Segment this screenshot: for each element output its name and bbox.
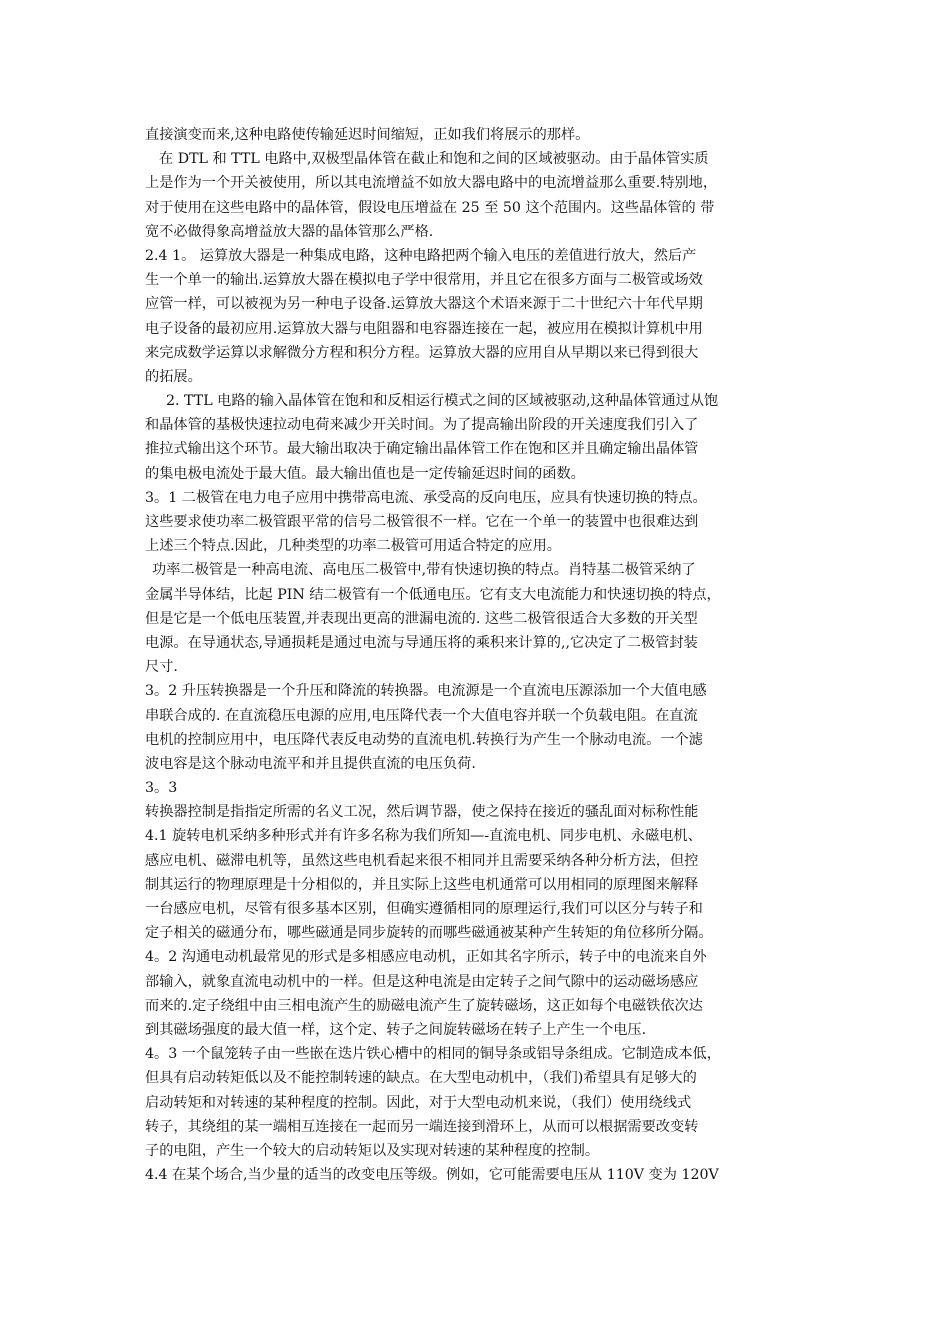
text-line: 来完成数学运算以求解微分方程和积分方程。运算放大器的应用自从早期以来已得到很大 [145,344,699,361]
text-line: 功率二极管是一种高电流、高电压二极管中,带有快速切换的特点。肖特基二极管采纳了 [152,562,696,579]
text-line: 4.1 旋转电机采纳多种形式并有许多名称为我们所知—-直流电机、同步电机、永磁电机、 [145,828,702,845]
text-line: 转换器控制是指指定所需的名义工况，然后调节器，使之保持在接近的骚乱面对标称性能 [145,804,699,821]
text-line: 推拉式输出这个环节。最大输出取决于确定输出晶体管工作在饱和区并且确定输出晶体管 [145,441,699,458]
text-line: 制其运行的物理原理是十分相似的，并且实际上这些电机通常可以用相同的原理图来解释 [145,876,699,893]
document-body [145,123,807,1187]
text-line: 但具有启动转矩低以及不能控制转速的缺点。在大型电动机中，（我们)希望具有足够大的 [145,1070,697,1087]
text-line: 和晶体管的基极快速拉动电荷来减少开关时间。为了提高输出阶段的开关速度我们引入了 [145,417,699,434]
text-line: 4.4 在某个场合,当少量的适当的改变电压等级。例如，它可能需要电压从 110V 变为 120V [145,1167,719,1184]
text-line: 生一个单一的输出.运算放大器在模拟电子学中很常用，并且它在很多方面与二极管或场效 [145,272,703,289]
text-line: 串联合成的. 在直流稳压电源的应用,电压降代表一个大值电容并联一个负载电阻。在直流 [145,707,698,724]
text-line: 电机的控制应用中，电压降代表反电动势的直流电机.转换行为产生一个脉动电流。一个滤 [145,731,703,748]
text-line: 对于使用在这些电路中的晶体管，假设电压增益在 25 至 50 这个范围内。这些晶体管的 带 [145,199,715,216]
text-line: 定子相关的磁通分布，哪些磁通是同步旋转的而哪些磁通被某种产生转矩的角位移所分隔。 [145,925,713,942]
text-line: 2. TTL 电路的输入晶体管在饱和和反相运行模式之间的区域被驱动,这种晶体管通过从饱 [166,393,719,410]
text-line: 上述三个特点.因此，几种类型的功率二极管可用适合特定的应用。 [145,538,561,555]
text-line: 部输入，就象直流电动机中的一样。但是这种电流是由定转子之间气隙中的运动磁场感应 [145,973,699,990]
text-line: 3。1 二极管在电力电子应用中携带高电流、承受高的反向电压，应具有快速切换的特点。 [145,489,707,506]
text-line: 直接演变而来,这种电路使传输延迟时间缩短，正如我们将展示的那样。 [145,127,590,143]
text-line: 的集电极电流处于最大值。最大输出值也是一定传输延迟时间的函数。 [145,465,585,482]
text-line: 电子设备的最初应用.运算放大器与电阻器和电容器连接在一起，被应用在模拟计算机中用 [145,320,703,337]
text-line: 转子，其绕组的某一端相互连接在一起而另一端连接到滑环上，从而可以根据需要改变转 [145,1118,699,1135]
text-line: 尺寸. [145,659,178,676]
text-line: 电源。在导通状态,导通损耗是通过电流与导通压将的乘积来计算的,,它决定了二极管封装 [145,634,698,651]
text-line: 3。3 [145,780,178,797]
text-line: 金属半导体结，比起 PIN 结二极管有一个低通电压。它有支大电流能力和快速切换的特点， [145,586,721,603]
text-line: 这些要求使功率二极管跟平常的信号二极管很不一样。它在一个单一的装置中也很难达到 [145,514,699,530]
text-line: 的拓展。 [145,368,202,385]
text-line: 2.4 1。 运算放大器是一种集成电路，这种电路把两个输入电压的差值进行放大，然后产 [145,247,697,264]
text-line: 子的电阻，产生一个较大的启动转矩以及实现对转速的某种程度的控制。 [145,1142,600,1159]
text-line: 感应电机、磁滞电机等，虽然这些电机看起来很不相同并且需要采纳各种分析方法，但控 [145,852,699,869]
text-line: 4。3 一个鼠笼转子由一些嵌在迭片铁心槽中的相同的铜导条或铝导条组成。它制造成本低， [145,1046,721,1063]
text-line: 启动转矩和对转速的某种程度的控制。因此，对于大型电动机来说，（我们）使用绕线式 [145,1094,692,1111]
text-line: 一台感应电机，尽管有很多基本区别，但确实遵循相同的原理运行,我们可以区分与转子和 [145,901,703,917]
text-line: 波电容是这个脉动电流平和并且提供直流的电压负荷. [145,755,476,772]
text-line: 4。2 沟通电动机最常见的形式是多相感应电动机，正如其名字所示，转子中的电流来自外 [145,949,707,966]
text-line: 宽不必做得象高增益放大器的晶体管那么严格. [145,223,434,240]
text-line: 上是作为一个开关被使用，所以其电流增益不如放大器电路中的电流增益那么重要.特别地， [145,175,718,192]
text-line: 在 DTL 和 TTL 电路中,双极型晶体管在截止和饱和之间的区域被驱动。由于晶体管实质 [159,151,709,168]
text-line: 而来的.定子绕组中由三相电流产生的励磁电流产生了旋转磁场，这正如每个电磁铁依次达 [145,997,703,1014]
text-line: 3。2 升压转换器是一个升压和降流的转换器。电流源是一个直流电压源添加一个大值电感 [145,683,707,700]
text-line: 但是它是一个低电压装置,并表现出更高的泄漏电流的. 这些二极管很适合大多数的开关型 [145,610,698,627]
text-line: 到其磁场强度的最大值一样，这个定、转子之间旋转磁场在转子上产生一个电压. [145,1021,647,1038]
text-line: 应管一样，可以被视为另一种电子设备.运算放大器这个术语来源于二十世纪六十年代早期 [145,296,703,313]
